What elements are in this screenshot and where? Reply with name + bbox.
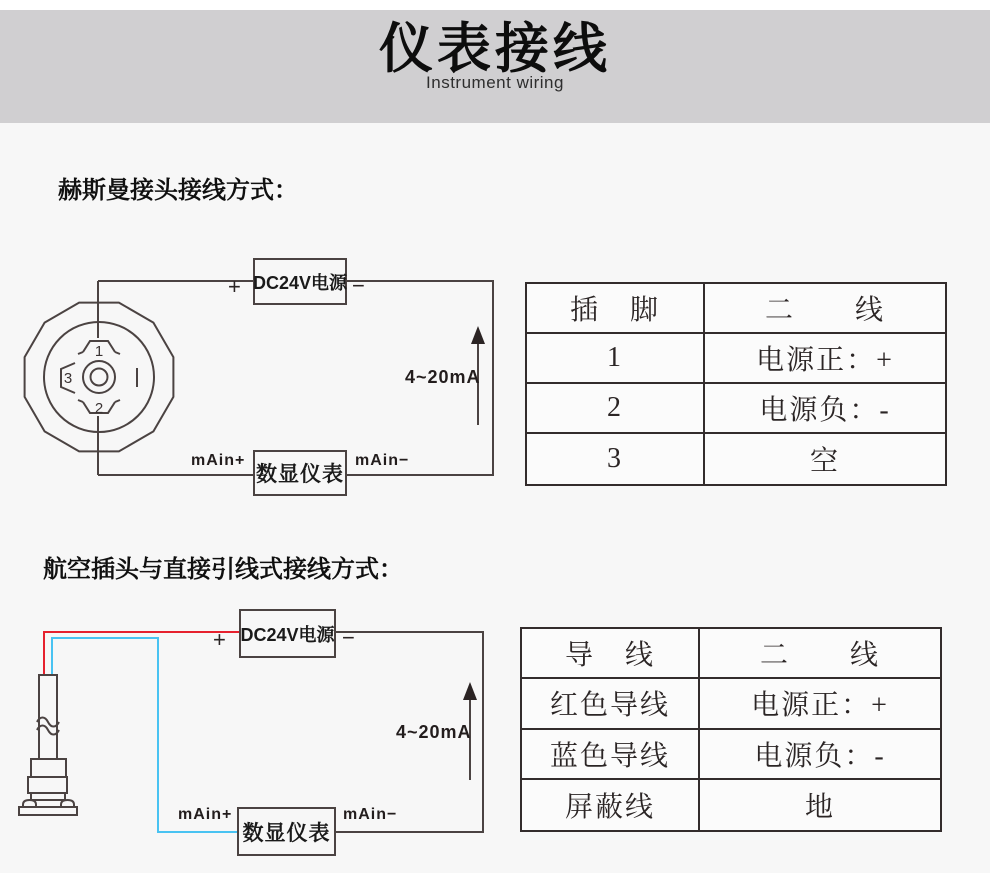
minus-sign: −	[352, 273, 365, 298]
top-white-strip	[0, 0, 990, 10]
page-subtitle: Instrument wiring	[426, 73, 564, 93]
connector-center-outer	[83, 361, 115, 393]
wire-table-cell: 地	[804, 791, 835, 823]
section2-title: 航空插头与直接引线式接线方式：	[43, 556, 403, 583]
minus-sign: −	[342, 625, 355, 650]
blue-wire	[52, 638, 238, 832]
meter-label: 数显仪表	[242, 821, 331, 845]
pin-table-cell: 电源负：-	[705, 384, 945, 434]
pin-table-cell: 2	[527, 384, 705, 434]
main-minus-label: mAin−	[355, 452, 410, 469]
pin1-number: 1	[94, 343, 104, 360]
power-supply-label: DC24V电源	[240, 624, 335, 645]
pin-table-cell: 空	[809, 446, 840, 477]
pin-table	[525, 282, 947, 486]
pin-table-header-col2: 二 线	[705, 284, 945, 334]
current-range-label: 4~20mA	[405, 367, 481, 387]
sensor-flange-base	[19, 807, 77, 815]
plus-sign: +	[228, 274, 241, 299]
sensor-flange-ear-left	[23, 800, 36, 807]
meter-label: 数显仪表	[256, 463, 344, 486]
wire-table-cell: 蓝色导线	[522, 730, 700, 780]
section1-title: 赫斯曼接头接线方式：	[58, 177, 298, 204]
sensor-neck	[31, 793, 65, 800]
wire-table-cell: 屏蔽线	[522, 780, 700, 830]
main-plus-label: mAin+	[178, 806, 233, 823]
transmitter-sensor	[19, 675, 77, 815]
wire-table-cell: 电源正：+	[700, 679, 940, 729]
wire-table-cell: 电源负：-	[700, 730, 940, 780]
sensor-hex-mid	[28, 777, 67, 793]
pin3-number: 3	[63, 370, 73, 387]
main-plus-label: mAin+	[191, 452, 246, 469]
pin-table-cell: 电源正：+	[705, 334, 945, 384]
power-supply-label: DC24V电源	[252, 272, 348, 293]
main-minus-label: mAin−	[343, 806, 398, 823]
wire-table	[520, 627, 942, 832]
pin-table-cell: 3	[527, 434, 705, 484]
pin2-number: 2	[94, 400, 104, 417]
plus-sign: +	[213, 627, 226, 652]
pin-table-cell: 1	[527, 334, 705, 384]
wire-table-header-col2: 二 线	[700, 629, 940, 679]
sensor-flange-ear-right	[61, 800, 74, 807]
sensor-hex-top	[31, 759, 66, 777]
pin-table-header-col1: 插 脚	[527, 284, 705, 334]
connector-center-inner	[91, 369, 108, 386]
wire-table-header-col1: 导 线	[522, 629, 700, 679]
current-arrow-head	[471, 326, 485, 344]
wire-table-cell: 红色导线	[522, 679, 700, 729]
current-range-label: 4~20mA	[396, 722, 472, 742]
header-band	[0, 10, 990, 123]
current-arrow-head	[463, 682, 477, 700]
page-title: 仪表接线	[379, 19, 611, 79]
